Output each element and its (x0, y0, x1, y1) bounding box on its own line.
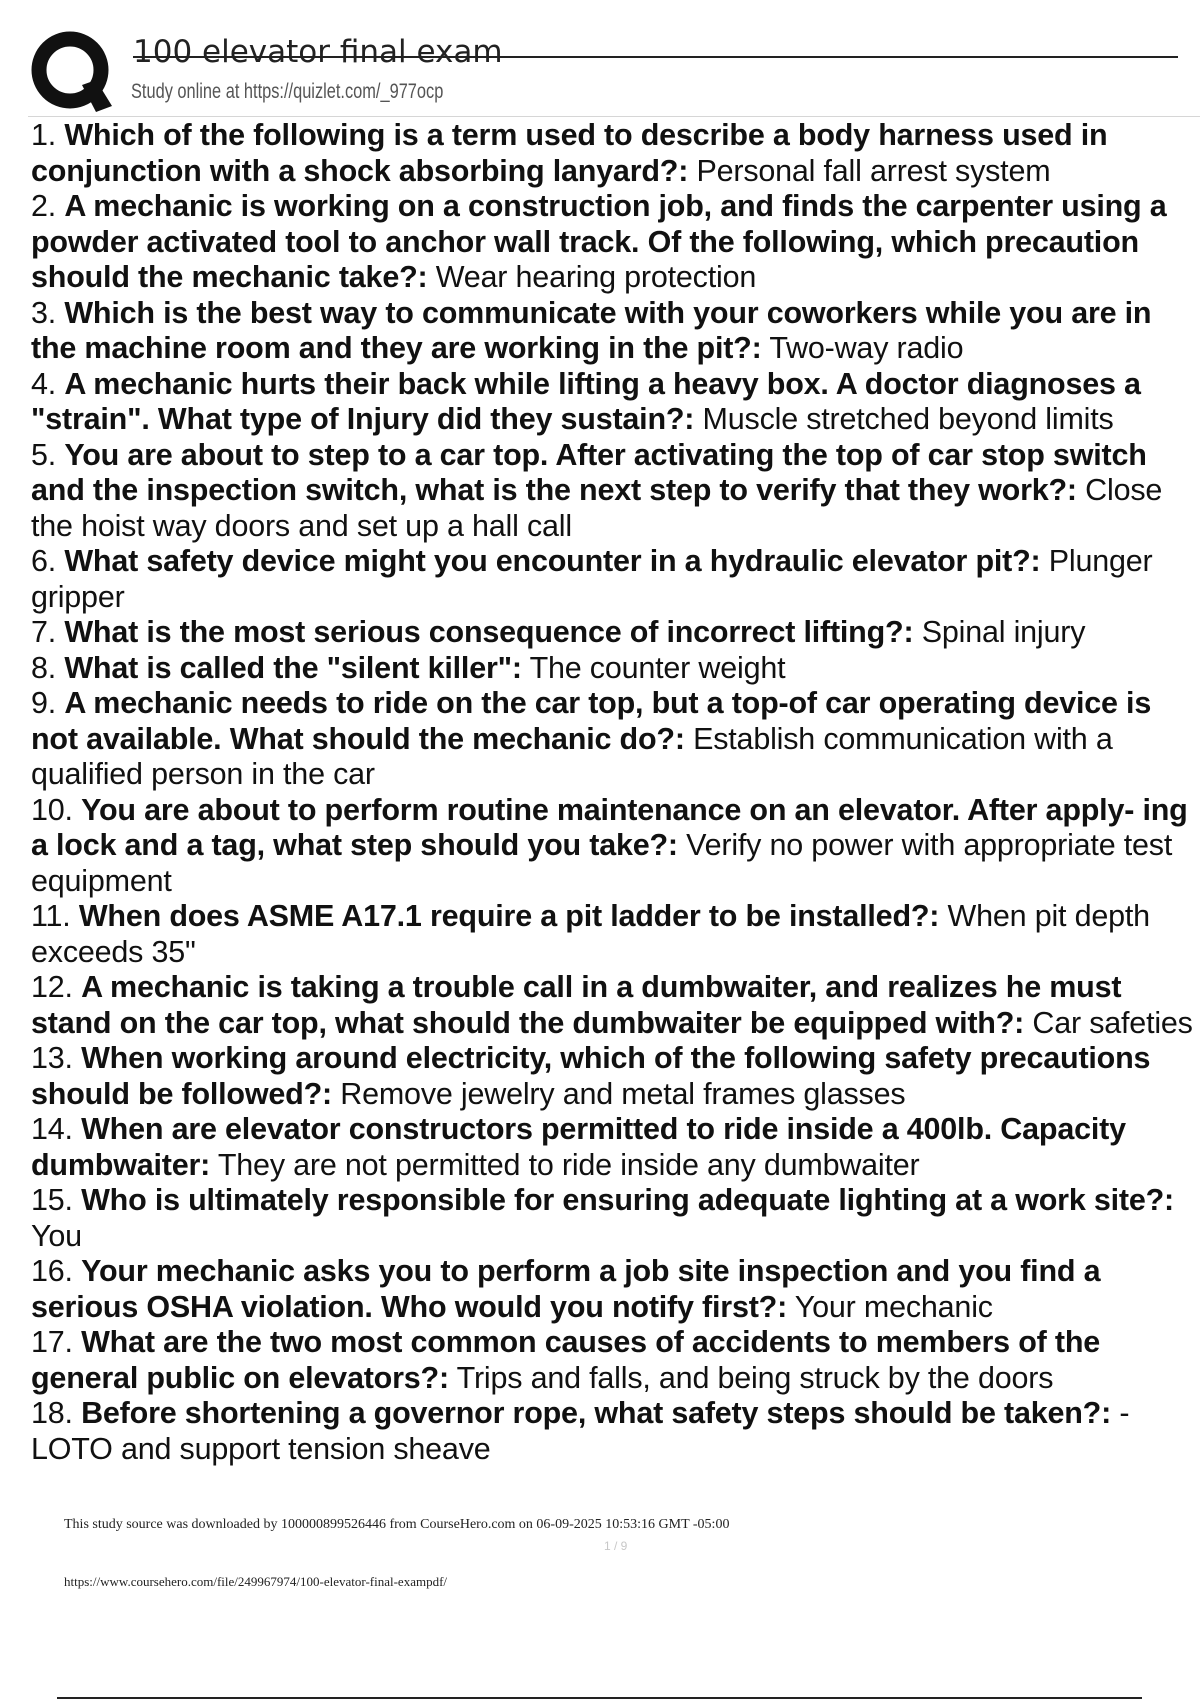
question-item (31, 793, 1200, 900)
question-number: 11. (31, 899, 71, 933)
answer-text: Verify no power with appropriate test equipment (31, 828, 1173, 898)
answer-text: Two-way radio (769, 331, 964, 365)
question-item (31, 615, 1200, 651)
bottom-rule (57, 1697, 1142, 1699)
answer-text: You (31, 1218, 82, 1253)
question-number: 7. (31, 615, 57, 649)
question-number: 3. (31, 295, 57, 330)
question-number: 6. (31, 544, 57, 578)
answer-text: Close the hoist way doors and set up a hall call (31, 473, 1163, 543)
question-text: You are about to perform routine maintenance on an elevator. After apply- ing a lock and a tag, what step should you take?: (31, 792, 1188, 862)
question-text: Before shortening a governor rope, what safety steps should be taken?: (81, 1396, 1112, 1430)
header-divider (28, 116, 1200, 117)
question-text: A mechanic hurts their back while lifting a heavy box. A doctor diagnoses a "strain". What type of Injury did they sustain?: (31, 366, 1141, 436)
answer-text: - LOTO and support tension sheave (31, 1396, 1130, 1466)
question-text: Who is ultimately responsible for ensuring adequate lighting at a work site?: (81, 1183, 1175, 1217)
question-item (31, 544, 1200, 615)
answer-text: Trips and falls, and being struck by the doors (456, 1360, 1054, 1395)
answer-text: Muscle stretched beyond limits (702, 402, 1114, 436)
quizlet-q-logo-icon (30, 30, 114, 114)
question-text: What is called the "silent killer": (64, 650, 522, 685)
question-text: What are the two most common causes of accidents to members of the general public on elevators?: (31, 1325, 1101, 1395)
answer-text: When pit depth exceeds 35" (31, 899, 1150, 969)
answer-text: Spinal injury (921, 615, 1086, 649)
question-text: You are about to step to a car top. After activating the top of car stop switch and the inspection switch, what is the next step to verify that they work?: (31, 437, 1147, 507)
question-number: 18. (31, 1396, 73, 1430)
question-number: 1. (31, 118, 57, 152)
question-item (31, 970, 1200, 1041)
question-item (31, 1254, 1200, 1325)
question-number: 14. (31, 1112, 73, 1146)
question-number: 17. (31, 1325, 73, 1359)
question-number: 2. (31, 189, 57, 223)
page-header (0, 0, 1200, 118)
question-number: 5. (31, 437, 57, 472)
source-url-link[interactable]: https://www.coursehero.com/file/249967974/100-elevator-final-exampdf/ (64, 1574, 448, 1589)
question-text: Your mechanic asks you to perform a job site inspection and you find a serious OSHA violation. Who would you notify first?: (31, 1254, 1101, 1324)
question-number: 10. (31, 792, 73, 827)
answer-text: The counter weight (529, 650, 786, 685)
question-item (31, 1112, 1200, 1183)
question-number: 8. (31, 650, 57, 685)
question-text: A mechanic is working on a construction job, and finds the carpenter using a powder activated tool to anchor wall track. Of the following, which precaution should the mechanic take?: (31, 189, 1167, 294)
question-text: Which is the best way to communicate with your coworkers while you are in the machine room and they are working in the pit?: (31, 295, 1152, 365)
question-list (31, 118, 1200, 1508)
download-source-notice: This study source was downloaded by 100000899526446 from CourseHero.com on 06-09-2025 10:53:16 GMT -05:00 (64, 1517, 730, 1532)
question-text: What is the most serious consequence of incorrect lifting?: (64, 615, 914, 649)
question-item (31, 1183, 1200, 1254)
question-number: 15. (31, 1183, 73, 1217)
answer-text: Personal fall arrest system (696, 153, 1051, 188)
question-item (31, 118, 1200, 189)
question-item (31, 1325, 1200, 1396)
question-number: 4. (31, 366, 57, 401)
question-text: When working around electricity, which of the following safety precautions should be followed?: (31, 1041, 1151, 1111)
answer-text: Car safeties (1032, 1005, 1193, 1040)
answer-text: Remove jewelry and metal frames glasses (340, 1076, 906, 1111)
question-item (31, 438, 1200, 545)
question-number: 13. (31, 1041, 73, 1075)
question-item (31, 686, 1200, 793)
page-number: 1 / 9 (604, 1539, 628, 1553)
question-number: 12. (31, 970, 73, 1004)
question-item (31, 1396, 1200, 1467)
question-item (31, 1041, 1200, 1112)
document-title: 100 elevator final exam (133, 34, 503, 70)
question-item (31, 189, 1200, 296)
answer-text: Plunger gripper (31, 544, 1153, 614)
question-item (31, 296, 1200, 367)
question-text: A mechanic needs to ride on the car top, but a top-of car operating device is not available. What should the mechanic do?: (31, 686, 1152, 756)
question-item (31, 651, 1200, 687)
answer-text: Your mechanic (794, 1289, 993, 1324)
question-text: Which of the following is a term used to describe a body harness used in conjunction with a shock absorbing lanyard?: (31, 118, 1108, 188)
question-text: When are elevator constructors permitted to ride inside a 400lb. Capacity dumbwaiter: (31, 1112, 1126, 1182)
question-item (31, 899, 1200, 970)
answer-text: Establish communication with a qualified person in the car (31, 721, 1113, 791)
question-text: When does ASME A17.1 require a pit ladder to be installed?: (78, 899, 940, 933)
answer-text: Wear hearing protection (435, 260, 757, 294)
question-text: What safety device might you encounter in a hydraulic elevator pit?: (64, 544, 1041, 578)
question-text: A mechanic is taking a trouble call in a dumbwaiter, and realizes he must stand on the car top, what should the dumbwaiter be equipped with?: (31, 970, 1122, 1040)
study-online-link[interactable]: Study online at https://quizlet.com/_977ocp (131, 80, 444, 103)
question-number: 16. (31, 1254, 73, 1288)
question-number: 9. (31, 686, 57, 720)
question-item (31, 367, 1200, 438)
answer-text: They are not permitted to ride inside any dumbwaiter (217, 1147, 920, 1182)
title-rule (133, 56, 1178, 58)
